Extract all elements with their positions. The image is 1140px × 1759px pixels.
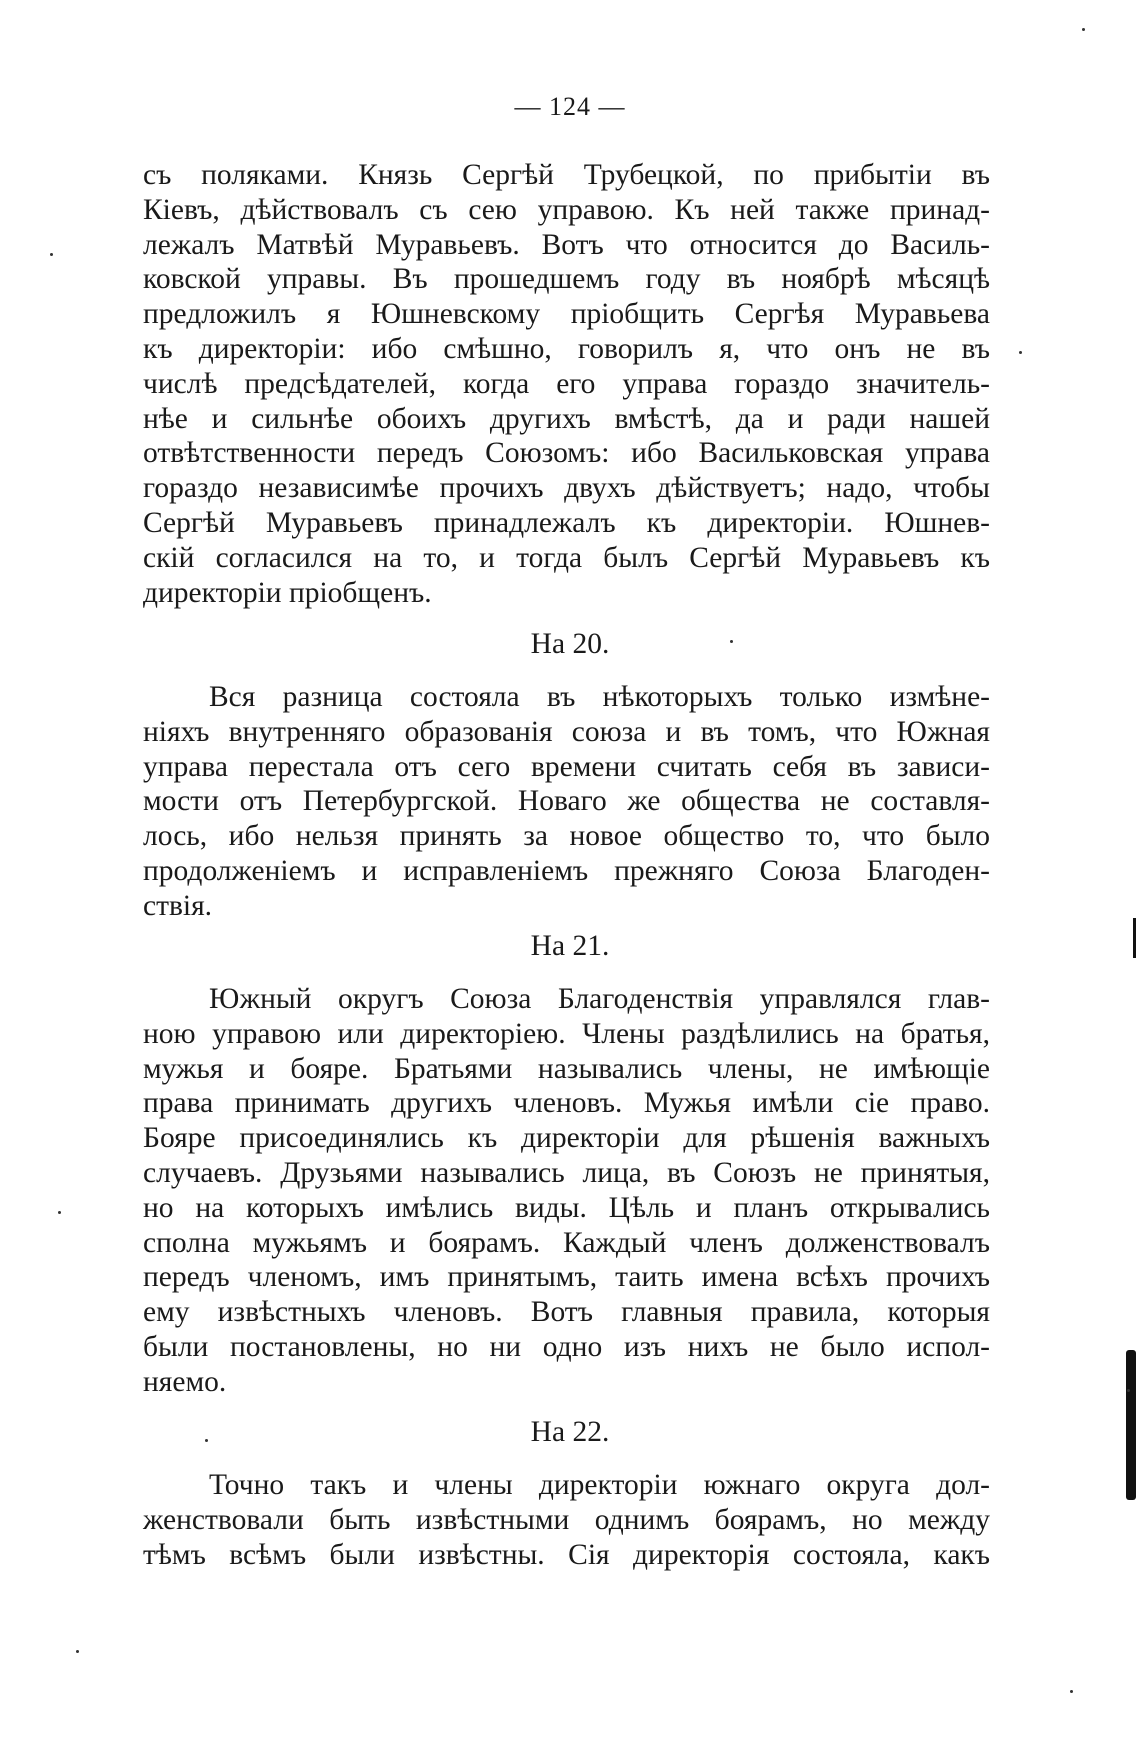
page-number: — 124 — xyxy=(514,92,626,121)
text-line: лежалъ Матвѣй Муравьевъ. Вотъ что относится до Василь- xyxy=(143,228,990,261)
text-line: права принимать другихъ членовъ. Мужья имѣли сіе право. xyxy=(143,1087,990,1120)
text-line: передъ членомъ, имъ принятымъ, таить имена всѣхъ прочихъ xyxy=(143,1261,990,1294)
text-line: были постановлены, но ни одно изъ нихъ не было испол- xyxy=(143,1330,990,1363)
scan-edge-mark xyxy=(1133,918,1136,958)
text-line: числѣ предсѣдателей, когда его управа гораздо значитель- xyxy=(143,367,990,400)
text-line: Сергѣй Муравьевъ принадлежалъ къ директоріи. Юшнев- xyxy=(143,506,990,539)
text-line: мости отъ Петербургской. Новаго же общества не составля- xyxy=(143,785,990,818)
text-line: ною управою или директоріею. Члены раздѣлились на братья, xyxy=(143,1017,990,1050)
scan-speck xyxy=(1082,28,1085,31)
scan-edge-mark xyxy=(1126,1350,1136,1500)
text-line: тѣмъ всѣмъ были извѣстны. Сія директорія состояла, какъ xyxy=(143,1538,990,1571)
text-line: ковской управы. Въ прошедшемъ году въ ноябрѣ мѣсяцѣ xyxy=(143,263,990,296)
text-line: съ поляками. Князь Сергѣй Трубецкой, по прибытіи въ xyxy=(143,159,990,191)
text-line: директоріи пріобщенъ. xyxy=(143,576,432,609)
scan-speck xyxy=(1019,351,1022,354)
text-line: случаевъ. Друзьями назывались лица, въ Союзъ не принятыя, xyxy=(143,1156,990,1189)
text-line: мужья и бояре. Братьями назывались члены, не имѣющіе xyxy=(143,1052,990,1085)
paragraph-answer-21 xyxy=(143,982,990,1400)
text-line: лось, ибо нельзя принять за новое общество то, что было xyxy=(143,820,990,853)
text-line: ему извѣстныхъ членовъ. Вотъ главныя правила, которыя xyxy=(143,1296,990,1329)
text-line: женствовали быть извѣстными однимъ боярамъ, но между xyxy=(143,1503,990,1536)
scan-speck xyxy=(58,1211,61,1214)
section-heading-20: На 20. xyxy=(530,628,610,660)
scan-speck xyxy=(76,1650,79,1653)
paragraph-answer-20 xyxy=(143,680,990,924)
scan-speck xyxy=(205,1439,208,1442)
section-heading-21: На 21. xyxy=(530,930,610,962)
text-line: сполна мужьямъ и боярамъ. Каждый членъ долженствовалъ xyxy=(143,1226,990,1259)
text-line: управа перестала отъ сего времени считать себя въ зависи- xyxy=(143,750,990,783)
text-line: няемо. xyxy=(143,1365,227,1398)
text-line: продолженіемъ и исправленіемъ прежняго Союза Благоден- xyxy=(143,854,990,887)
text-line: Точно такъ и члены директоріи южнаго округа дол- xyxy=(209,1469,990,1501)
text-line: но на которыхъ имѣлись виды. Цѣль и планъ открывались xyxy=(143,1191,990,1224)
text-line: къ директоріи: ибо смѣшно, говорилъ я, что онъ не въ xyxy=(143,332,990,365)
text-line: ніяхъ внутренняго образованія союза и въ томъ, что Южная xyxy=(143,715,990,748)
paragraph-continuation xyxy=(143,158,990,610)
text-line: предложилъ я Юшневскому пріобщить Сергѣя Муравьева xyxy=(143,298,990,331)
text-line: Вся разница состояла въ нѣкоторыхъ только измѣне- xyxy=(209,681,990,713)
scan-speck xyxy=(1127,1389,1130,1392)
text-line: нѣе и сильнѣе обоихъ другихъ вмѣстѣ, да и ради нашей xyxy=(143,402,990,435)
paragraph-answer-22 xyxy=(143,1468,990,1572)
scan-speck xyxy=(1070,1690,1073,1693)
text-line: скій согласился на то, и тогда былъ Сергѣй Муравьевъ къ xyxy=(143,541,990,574)
text-line: Бояре присоединялись къ директоріи для рѣшенія важныхъ xyxy=(143,1122,990,1155)
scan-speck xyxy=(730,640,733,643)
text-line: отвѣтственности передъ Союзомъ: ибо Васильковская управа xyxy=(143,437,990,470)
text-line: Южный округъ Союза Благоденствія управлялся глав- xyxy=(209,983,990,1015)
text-line: ствія. xyxy=(143,889,213,922)
text-line: Кіевъ, дѣйствовалъ съ сею управою. Къ ней также принад- xyxy=(143,193,990,226)
text-line: гораздо независимѣе прочихъ двухъ дѣйствуетъ; надо, чтобы xyxy=(143,472,990,505)
section-heading-22: На 22. xyxy=(530,1416,610,1448)
scan-speck xyxy=(50,253,53,256)
